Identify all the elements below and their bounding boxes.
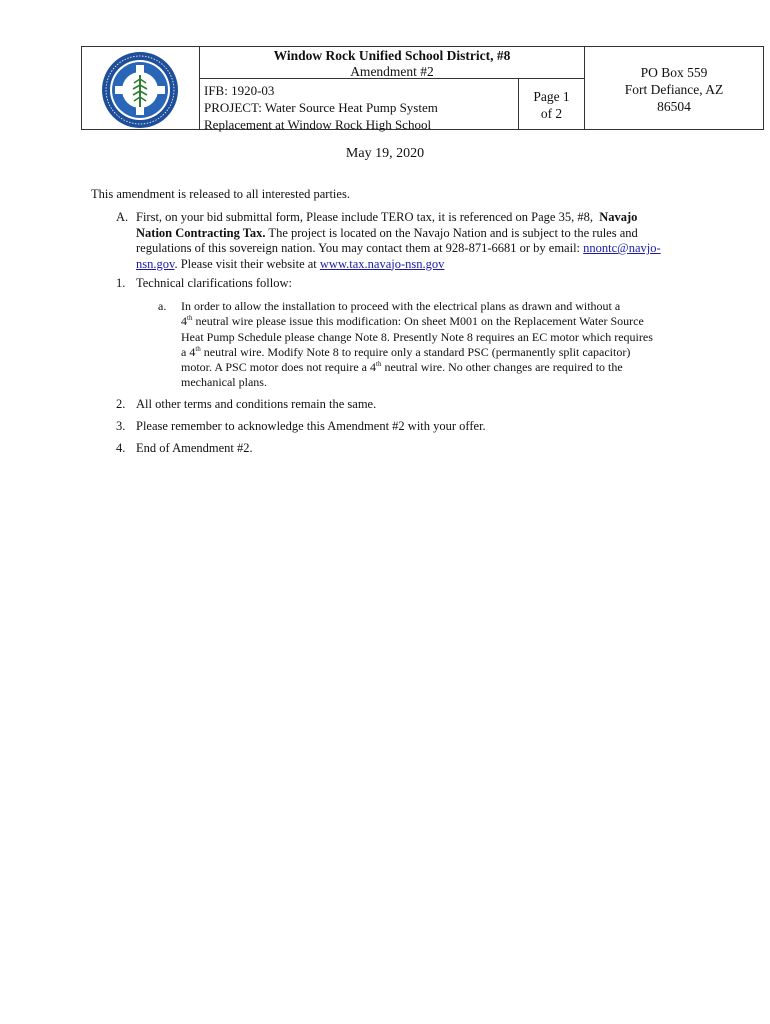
document-date: May 19, 2020 [345,146,425,161]
item-a-line2-bold: Nation Contracting Tax. [136,225,266,240]
page-number-cell [518,79,584,129]
item-1a-line1: In order to allow the installation to proceed with the electrical plans as drawn and without a [181,299,621,313]
list-item-a-text [136,210,676,272]
header-table [81,46,764,130]
list-item-2 [116,397,676,413]
item-1a-line5: neutral wire. No other changes are required to the [381,360,623,375]
page-line-1: Page 1 [533,89,570,104]
page-line-2: of 2 [540,106,563,121]
item-1a-line6: mechanical plans. [181,375,267,390]
item-1a-line2-num: 4 [181,314,187,329]
email-link-continued[interactable]: nsn.gov [136,256,175,271]
list-marker: 3. [116,419,126,433]
item-1a-line4-pre: a 4 [181,344,196,359]
address-line-1: PO Box 559 [640,65,708,80]
amendment-title: Amendment #2 [350,64,434,79]
list-item-2-text: All other terms and conditions remain the same. [136,397,377,411]
website-link[interactable]: www.tax.navajo-nsn.gov [319,256,445,271]
list-marker: 2. [116,397,126,411]
item-1a-line4-sup: th [195,344,201,353]
ifb-cell [200,79,518,132]
list-item-3-text: Please remember to acknowledge this Amendment #2 with your offer. [136,419,486,433]
list-item-4-text: End of Amendment #2. [136,441,253,455]
district-name: Window Rock Unified School District, #8 [273,48,511,63]
project-line-1: PROJECT: Water Source Heat Pump System [204,100,438,115]
item-a-line2: The project is located on the Navajo Nation and is subject to the rules and [265,225,638,240]
item-a-line4: . Please visit their website at [174,256,320,271]
list-item-a [116,210,676,274]
item-a-line1-bold: Navajo [599,210,638,224]
address-cell [584,47,763,129]
address-line-3: 86504 [657,99,691,114]
title-cell [200,47,584,79]
district-seal-logo [101,51,179,129]
list-item-1 [116,276,676,292]
address-line-2: Fort Defiance, AZ [624,82,724,97]
list-marker: A. [116,210,129,224]
intro-text: This amendment is released to all interested parties. [91,187,350,201]
item-1a-line2-sup: th [187,314,193,323]
project-line-2: Replacement at Window Rock High School [204,117,432,132]
list-item-1-text: Technical clarifications follow: [136,276,293,290]
item-1a-line2: neutral wire please issue this modification: On sheet M001 on the Replacement Water Source [192,314,644,329]
item-a-line3: regulations of this sovereign nation. You may contact them at 928-871-6681 or by email: [136,241,584,255]
list-item-4 [116,441,676,457]
list-item-1a [158,299,688,393]
list-item-1a-text [181,299,686,391]
item-1a-line3: Heat Pump Schedule please change Note 8. Presently Note 8 requires an EC motor which requires [181,329,653,344]
item-1a-line5-pre: motor. A PSC motor does not require a 4 [181,360,376,375]
list-marker: 1. [116,276,126,290]
item-1a-line4: neutral wire. Modify Note 8 to require only a standard PSC (permanently split capacitor) [200,344,631,359]
item-1a-line5-sup: th [376,360,382,369]
list-marker: 4. [116,441,126,455]
list-item-3 [116,419,676,435]
ifb-number: IFB: 1920-03 [204,83,275,98]
item-a-line1: First, on your bid submittal form, Please include TERO tax, it is referenced on Page 35, #8, [136,210,593,224]
logo-cell [82,47,200,129]
list-marker: a. [158,299,167,313]
email-link[interactable]: nnontc@navjo- [583,241,661,255]
